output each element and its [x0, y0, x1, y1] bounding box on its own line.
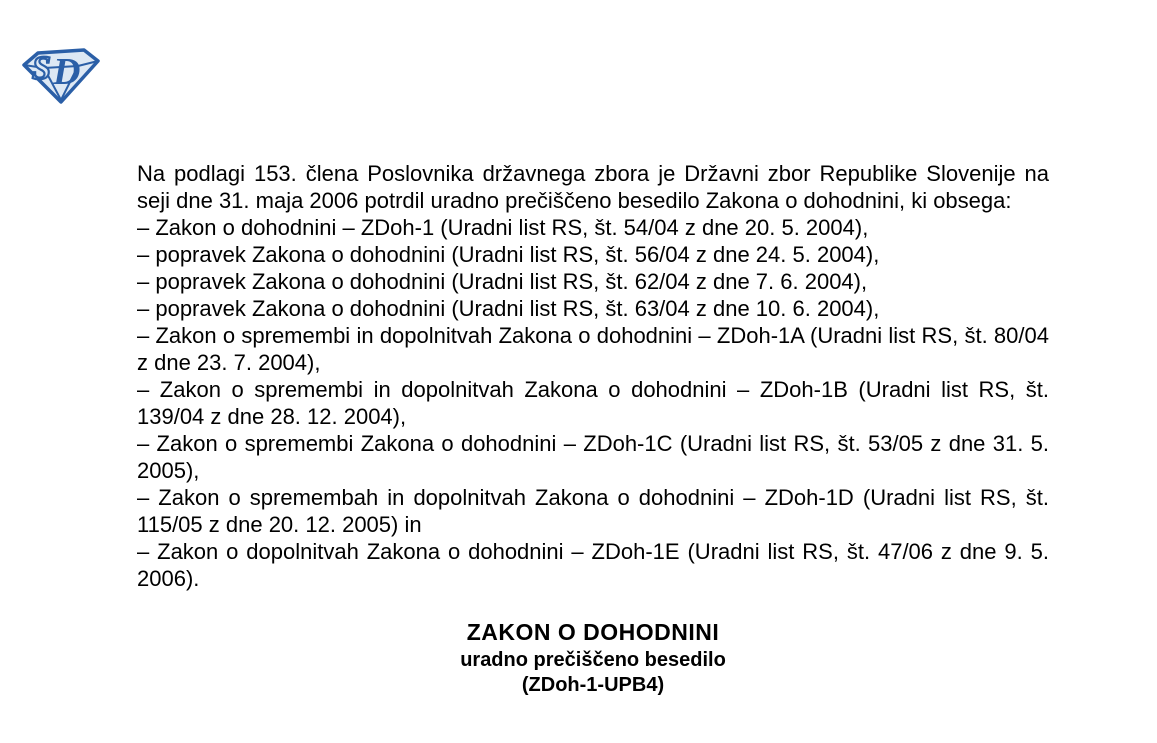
svg-text:D: D: [53, 51, 81, 93]
svg-text:S: S: [32, 50, 51, 87]
list-item: – popravek Zakona o dohodnini (Uradni list RS, št. 63/04 z dne 10. 6. 2004),: [137, 296, 880, 321]
document-code: (ZDoh-1-UPB4): [521, 674, 665, 696]
list-item: – popravek Zakona o dohodnini (Uradni list RS, št. 56/04 z dne 24. 5. 2004),: [137, 242, 880, 267]
title-block: [137, 617, 1049, 698]
intro-paragraph: Na podlagi 153. člena Poslovnika državnega zbora je Državni zbor Republike Slovenije na seji dne 31. maja 2006 potrdil uradno prečiščeno besedilo Zakona o dohodnini, ki obsega:: [137, 161, 1049, 213]
list-item: – Zakon o dopolnitvah Zakona o dohodnini – ZDoh-1E (Uradni list RS, št. 47/06 z dne 9. 5. 2006).: [137, 539, 1049, 591]
list-item: – Zakon o spremembi in dopolnitvah Zakona o dohodnini – ZDoh-1B (Uradni list RS, št. 139/04 z dne 28. 12. 2004),: [137, 377, 1049, 429]
list-item: – Zakon o spremembi Zakona o dohodnini – ZDoh-1C (Uradni list RS, št. 53/05 z dne 31. 5. 2005),: [137, 431, 1049, 483]
list-item: – popravek Zakona o dohodnini (Uradni list RS, št. 62/04 z dne 7. 6. 2004),: [137, 269, 868, 294]
sd-diamond-logo-icon: [20, 46, 102, 106]
list-item: – Zakon o spremembah in dopolnitvah Zakona o dohodnini – ZDoh-1D (Uradni list RS, št. 115/05 z dne 20. 12. 2005) in: [137, 485, 1049, 537]
sd-diamond-logo-svg: [20, 46, 102, 106]
list-item: – Zakon o spremembi in dopolnitvah Zakona o dohodnini – ZDoh-1A (Uradni list RS, št. 80/04 z dne 23. 7. 2004),: [137, 323, 1049, 375]
document-body: [137, 160, 1049, 698]
list-item: – Zakon o dohodnini – ZDoh-1 (Uradni list RS, št. 54/04 z dne 20. 5. 2004),: [137, 215, 869, 240]
document-subtitle: uradno prečiščeno besedilo: [460, 649, 726, 671]
document-title: ZAKON O DOHODNINI: [466, 619, 720, 645]
